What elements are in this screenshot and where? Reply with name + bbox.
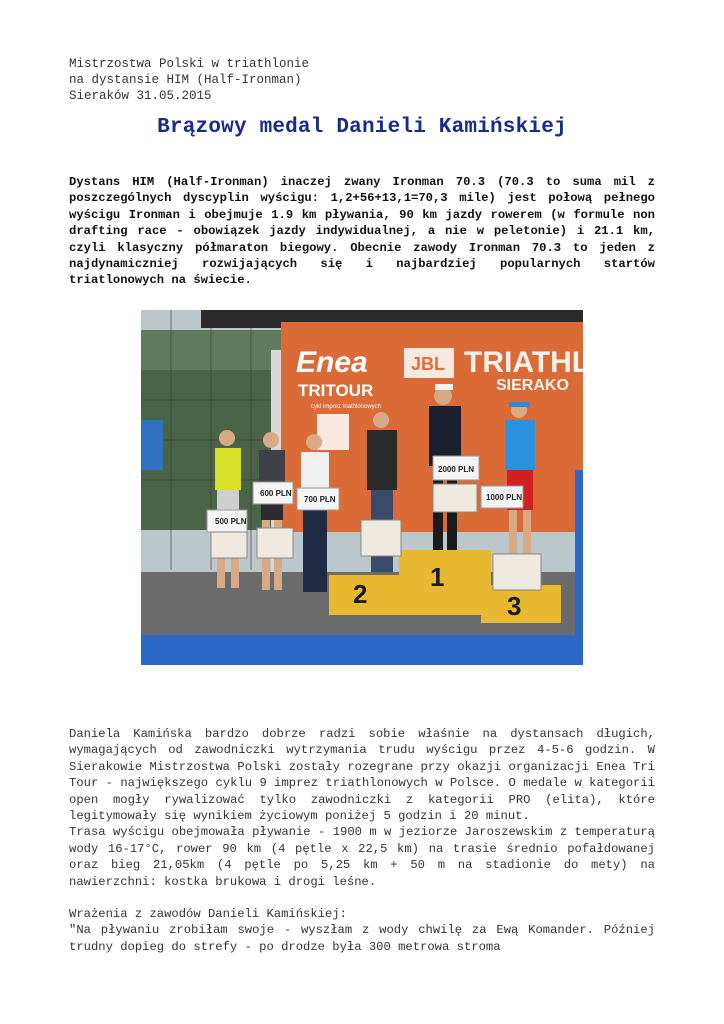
cheque-2-label: 600 PLN xyxy=(260,489,292,498)
document-header xyxy=(69,56,309,104)
body-paragraph-3: Wrażenia z zawodów Danieli Kamińskiej: xyxy=(69,907,347,922)
banner-tagline: cykl imprez triathlonowych xyxy=(311,404,382,410)
body-paragraph-2: Trasa wyścigu obejmowała pływanie - 1900 m w jeziorze Jaroszewskim z temperaturą wody 16-17°C, rower 90 km (4 pętle x 22,5 km) na trasie średnio pofałdowanej oraz bieg 21,05km (4 pętle po 5,25 km + 50 m na stadionie do mety) na nawierzchni: kostka brukowa i drogi leśne. xyxy=(69,825,655,889)
banner-event: TRIATHLO xyxy=(464,346,614,379)
podium-label-3: 3 xyxy=(507,591,522,621)
header-line-place-date: Sieraków 31.05.2015 xyxy=(69,89,212,103)
podium-photo xyxy=(141,310,614,665)
banner-brand: Enea xyxy=(296,346,368,379)
body-paragraph-4: "Na pływaniu zrobiłam swoje - wyszłam z wody chwilę za Ewą Komander. Później trudny dopieg do strefy - po drodze była 300 metrowa stroma xyxy=(69,923,655,954)
podium-label-1: 1 xyxy=(430,562,445,592)
banner-place: SIERAKO xyxy=(496,377,569,394)
banner-sub: TRITOUR xyxy=(298,381,374,400)
podium-label-2: 2 xyxy=(353,579,368,609)
lead-paragraph: Dystans HIM (Half-Ironman) inaczej zwany Ironman 70.3 (70.3 to suma mil z poszczególnych dyscyplin wyścigu: 1,2+56+13,1=70,3 mile) jest połową pełnego wyścigu Ironman i obejmuje 1.9 km pływania, 90 km jazdy rowerem (w formule non drafting race - obowiązek jazdy indywidualnej, a nie w peletonie) i 21.1 km, czyli klasyczny półmaraton biegowy. Obecnie zawody Ironman 70.3 to jeden z najdynamiczniej rozwijających się i najbardziej popularnych startów triatlonowych na świecie. xyxy=(69,175,655,288)
body-paragraph-1: Daniela Kamińska bardzo dobrze radzi sobie właśnie na dystansach długich, wymagających od zawodniczki wytrzymania trudu wyścigu przez 4-5-6 godzin. W Sierakowie Mistrzostwa Polski zostały rozegrane przy okazji organizacji Enea Tri Tour - największego cyklu 9 imprez triathlonowych w Polsce. O medale w kategorii open mogły rywalizować tylko zawodniczki z kategorii PRO (elita), które legitymowały się wynikiem życiowym poniżej 5 godzin i 20 minut. xyxy=(69,727,655,824)
podium-first-place xyxy=(399,550,491,615)
article-title: Brązowy medal Danieli Kamińskiej xyxy=(157,116,567,139)
banner-sponsor: JBL xyxy=(411,354,446,374)
header-line-event: Mistrzostwa Polski w triathlonie xyxy=(69,57,310,71)
floor-blue-edge xyxy=(141,635,583,665)
cheque-1-label: 500 PLN xyxy=(215,517,247,526)
side-flag xyxy=(141,420,163,470)
header-line-distance: na dystansie HIM (Half-Ironman) xyxy=(69,73,302,87)
cheque-5-label: 1000 PLN xyxy=(486,493,523,502)
cheque-4-label: 2000 PLN xyxy=(438,465,475,474)
article-body xyxy=(69,726,655,955)
cheque-3-label: 700 PLN xyxy=(304,495,336,504)
